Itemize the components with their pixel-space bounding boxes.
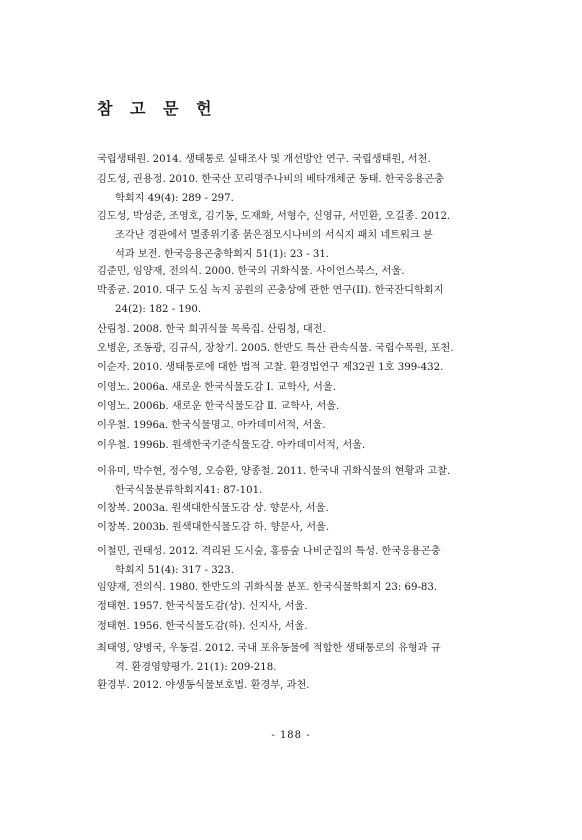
reference-continuation: 한국식물분류학회지41: 87-101. [115, 485, 263, 496]
reference-text: 정태현. 1956. 한국식물도감(하). 신지사, 서울. [97, 621, 308, 632]
reference-entry [97, 542, 497, 580]
reference-text: 환경부. 2012. 야생동식물보호법. 환경부, 과천. [97, 680, 310, 691]
reference-text: 이우철. 1996b. 원색한국기준식물도감. 아카데미서적, 서울. [97, 440, 366, 451]
reference-entry [97, 281, 497, 319]
reference-entry [97, 207, 497, 264]
reference-entry [97, 597, 497, 616]
reference-continuation: 석과 보전. 한국응용곤충학회지 51(1): 23 - 31. [115, 249, 330, 260]
reference-continuation: 학회지 51(4): 317 - 323. [115, 565, 234, 576]
reference-text: 오병운, 조동광, 김규식, 장창기. 2005. 한반도 특산 관속식물. 국립수목원, 포천. [97, 343, 454, 354]
reference-entry [97, 462, 497, 500]
reference-text: 이영노. 2006b. 새로운 한국식물도감 Ⅱ. 교학사, 서울. [97, 401, 340, 412]
reference-entry [97, 639, 497, 677]
reference-entry [97, 436, 497, 455]
reference-text: 김준민, 임양재, 전의식. 2000. 한국의 귀화식물. 사이언스북스, 서울. [97, 266, 405, 277]
reference-text: 이유미, 박수현, 정수영, 오승환, 양종철. 2011. 한국내 귀화식물의 현황과 고찰. [97, 466, 451, 477]
reference-entry [97, 578, 497, 597]
reference-entry [97, 617, 497, 636]
reference-entry [97, 676, 497, 695]
reference-entry [97, 378, 497, 397]
reference-text: 이창복. 2003a. 원색대한식물도감 상. 향문사, 서울. [97, 503, 329, 514]
reference-text: 김도성, 박성준, 조영호, 김기동, 도재화, 서형수, 신영규, 서민환, 오길종. 2012. [97, 211, 451, 222]
reference-entry [97, 397, 497, 416]
page-title: 참 고 문 헌 [97, 99, 218, 118]
reference-text: 국립생태원. 2014. 생태통로 실태조사 및 개선방안 연구. 국립생태원, 서천. [97, 154, 431, 165]
reference-entry [97, 358, 497, 377]
reference-continuation: 24(2): 182 - 190. [115, 304, 202, 315]
reference-continuation: 조각난 경관에서 멸종위기종 붉은점모시나비의 서식지 패치 네트워크 분 [115, 230, 433, 241]
reference-entry [97, 339, 497, 358]
reference-entry [97, 320, 497, 339]
reference-text: 이철민, 권태성. 2012. 격리된 도시숲, 홍릉숲 나비군집의 특성. 한국응용곤충 [97, 546, 441, 557]
reference-continuation: 격. 환경영향평가. 21(1): 209-218. [115, 662, 277, 673]
reference-entry [97, 518, 497, 537]
reference-text: 이영노. 2006a. 새로운 한국식물도감 Ⅰ. 교학사, 서울. [97, 382, 336, 393]
reference-entry [97, 170, 497, 208]
reference-text: 정태현. 1957. 한국식물도감(상). 신지사, 서울. [97, 601, 308, 612]
reference-continuation: 학회지 49(4): 289 - 297. [115, 193, 234, 204]
reference-text: 최태영, 양병국, 우동걸. 2012. 국내 포유동물에 적합한 생태통로의 유형과 규 [97, 643, 441, 654]
reference-entry [97, 150, 497, 169]
reference-entry [97, 416, 497, 435]
reference-text: 박종균. 2010. 대구 도심 녹지 공원의 곤충상에 관한 연구(II). 한국잔디학회지 [97, 285, 444, 296]
reference-text: 산림청. 2008. 한국 희귀식물 목록집. 산림청, 대전. [97, 324, 326, 335]
reference-text: 임양재, 전의식. 1980. 한반도의 귀화식물 분포. 한국식물학회지 23: 69-83. [97, 582, 438, 593]
page-number: - 188 - [271, 730, 311, 741]
reference-entry [97, 262, 497, 281]
reference-text: 이순자. 2010. 생태통로에 대한 법적 고찰. 환경법연구 제32권 1호 399-432. [97, 362, 444, 373]
reference-text: 이창복. 2003b. 원색대한식물도감 하. 향문사, 서울. [97, 522, 330, 533]
reference-text: 이우철. 1996a. 한국식물명고. 아카데미서적, 서울. [97, 420, 326, 431]
reference-entry [97, 499, 497, 518]
reference-text: 김도성, 권용정. 2010. 한국산 꼬리명주나비의 베타개체군 동태. 한국응용곤충 [97, 174, 444, 185]
